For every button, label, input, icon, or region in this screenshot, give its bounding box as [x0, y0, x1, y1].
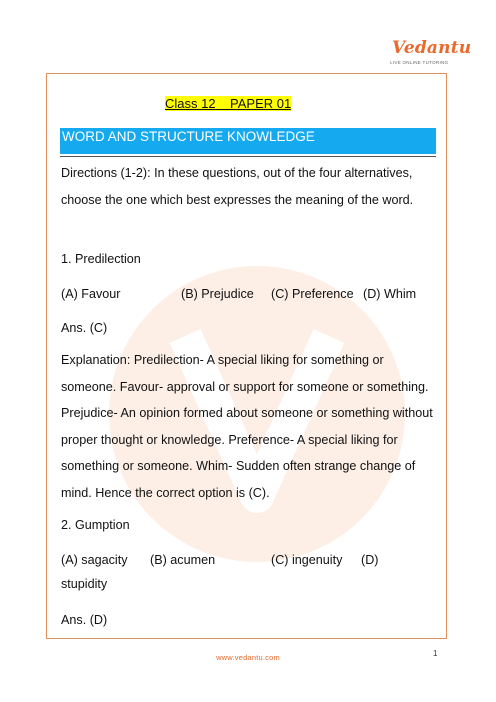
- option-b: (B) Prejudice: [181, 287, 254, 301]
- page-frame: [46, 73, 447, 639]
- page-title: [165, 96, 291, 111]
- question-1-explanation: Explanation: Predilection- A special liking for something or someone. Favour- approval or support for someone or something. Prejudice- An opinion formed about someone or something without proper thought or knowledge. Preference- A special liking for something or someone. Whim- Sudden often strange change of mind. Hence the correct option is (C).: [61, 353, 433, 500]
- question-2-answer: Ans. (D): [61, 613, 108, 627]
- option-c: (C) ingenuity: [271, 553, 343, 567]
- title-paper: PAPER 01: [230, 96, 292, 111]
- logo-tagline: LIVE ONLINE TUTORING: [390, 60, 449, 65]
- question-1-answer: Ans. (C): [61, 321, 108, 335]
- title-class: Class 12: [165, 96, 216, 111]
- question-1-options: [61, 285, 435, 303]
- page-number: 1: [433, 649, 438, 658]
- section-divider: [60, 156, 436, 157]
- option-d: (D) Whim: [363, 287, 417, 301]
- option-b: (B) acumen: [150, 553, 216, 567]
- section-heading: WORD AND STRUCTURE KNOWLEDGE: [60, 128, 436, 154]
- vedantu-logo: [386, 38, 472, 72]
- title-gap: [216, 96, 230, 111]
- option-a: (A) Favour: [61, 287, 121, 301]
- option-c: (C) Preference: [271, 287, 354, 301]
- footer-url: www.vedantu.com: [216, 653, 280, 662]
- option-d-text: stupidity: [61, 577, 108, 591]
- question-2-prompt: 2. Gumption: [61, 518, 130, 532]
- logo-wordmark: Vedantu: [392, 38, 472, 58]
- question-2-options: [61, 551, 435, 591]
- option-d: (D): [361, 553, 379, 567]
- directions-text: Directions (1-2): In these questions, out of the four alternatives, choose the one which best expresses the meaning of the word.: [61, 166, 414, 207]
- option-a: (A) sagacity: [61, 553, 128, 567]
- question-1-prompt: 1. Predilection: [61, 252, 141, 266]
